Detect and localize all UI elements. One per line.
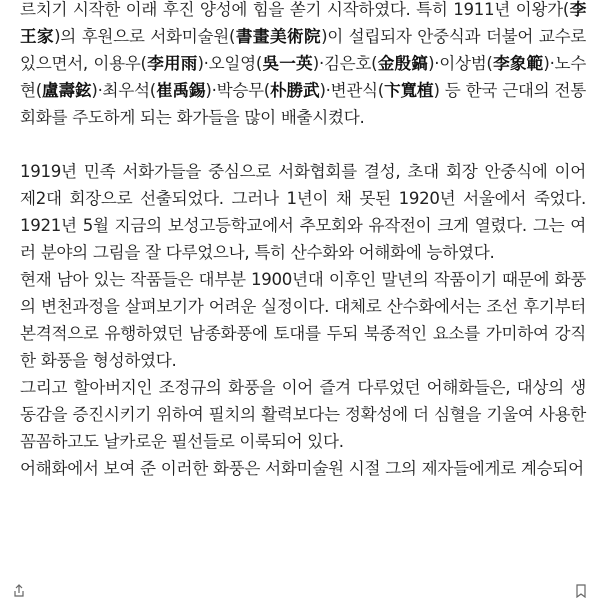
hanja-name: 李王家: [20, 0, 586, 46]
paragraph: [20, 0, 586, 131]
bookmark-icon[interactable]: [574, 584, 588, 598]
bottom-toolbar: [0, 578, 600, 600]
paragraph: [20, 266, 586, 374]
text-run: )·박승무(: [205, 81, 270, 100]
hanja-name: 盧壽鉉: [41, 81, 92, 100]
text-run: 어해화에서 보여 준 이러한 화풍은 서화미술원 시절 그의 제자들에게로 계승되어: [20, 459, 584, 478]
text-run: )이 설립되자 안중식과 더불어 교수로 있으면서, 이용우(: [20, 27, 587, 73]
hanja-name: 吳一英: [262, 54, 313, 73]
text-run: )·최우석(: [91, 81, 156, 100]
text-run: 르치기 시작한 이래 후진 양성에 힘을 쏟기 시작하였다. 특히 1911년 이왕가(: [20, 0, 570, 19]
text-run: )·변관식(: [319, 81, 384, 100]
text-run: 1919년 민족 서화가들을 중심으로 서화협회를 결성, 초대 회장 안중식에 이어 제2대 회장으로 선출되었다. 그러나 1년이 채 못된 1920년 서울에서 죽었다. 1921년 5월 지금의 보성고등학교에서 추모회와 유작전이 크게 열렸다. 그는 여러 분야의 그림을 잘 다루었으나, 특히 산수화와 어해화에 능하였다.: [20, 162, 586, 262]
text-run: )·이상범(: [428, 54, 493, 73]
hanja-name: 朴勝武: [269, 81, 320, 100]
article-body: [20, 0, 586, 482]
text-run: 그리고 할아버지인 조정규의 화풍을 이어 즐겨 다루었던 어해화들은, 대상의 생동감을 증진시키기 위하여 필치의 활력보다는 정확성에 더 심혈을 기울여 사용한 꼼꼼하고도 날카로운 필선들로 이룩되어 있다.: [20, 378, 586, 451]
text-run: ) 등 한국 근대의 전통 회화를 주도하게 되는 화가들을 많이 배출시켰다.: [20, 81, 586, 127]
hanja-name: 金殷鎬: [377, 54, 429, 73]
hanja-name: 崔禹錫: [155, 81, 206, 100]
paragraph: [20, 455, 586, 482]
hanja-name: 卞寬植: [383, 81, 434, 100]
text-run: )의 후원으로 서화미술원(: [54, 27, 236, 46]
text-run: )·오일영(: [197, 54, 263, 73]
share-icon[interactable]: [12, 584, 26, 598]
paragraph-gap: [20, 131, 586, 158]
paragraph: [20, 374, 586, 455]
text-run: )·노수현(: [20, 54, 586, 100]
hanja-name: 李用雨: [146, 54, 198, 73]
text-run: 현재 남아 있는 작품들은 대부분 1900년대 이후인 말년의 작품이기 때문에 화풍의 변천과정을 살펴보기가 어려운 실정이다. 대체로 산수화에서는 조선 후기부터 본격적으로 유행하였던 남종화풍에 토대를 두되 북종적인 요소를 가미하여 강직한 화풍을 형성하였다.: [20, 270, 586, 370]
hanja-name: 李象範: [492, 54, 544, 73]
hanja-name: 書畫美術院: [235, 27, 322, 46]
paragraph: [20, 158, 586, 266]
text-run: )·김은호(: [312, 54, 378, 73]
